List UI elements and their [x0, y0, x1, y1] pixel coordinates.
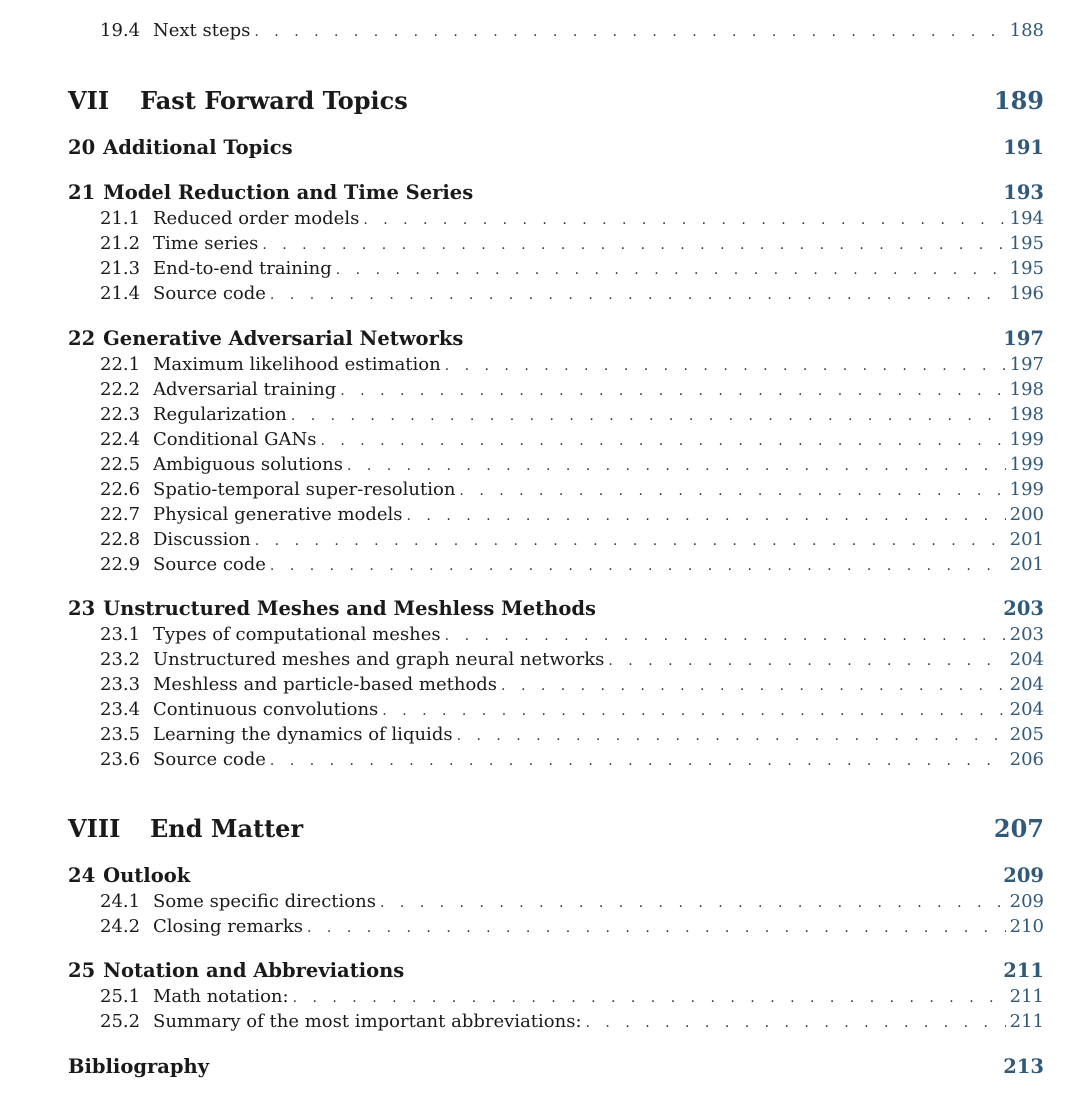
page-number: 209 [1009, 891, 1044, 912]
page-number: 203 [1003, 597, 1044, 620]
section-title: End-to-end training [153, 258, 332, 279]
part-title: Fast Forward Topics [140, 86, 408, 115]
section-title: Summary of the most important abbreviations: [153, 1011, 582, 1032]
chapter-number: 24 [68, 864, 96, 887]
toc-section-entry[interactable] [68, 722, 1044, 747]
page-number: 204 [1009, 649, 1044, 670]
section-list [68, 889, 1044, 939]
section-title: Ambiguous solutions [153, 454, 343, 475]
section-number: 23.4 [100, 699, 141, 720]
section-number: 21.3 [100, 258, 141, 279]
chapter-number: 22 [68, 327, 96, 350]
toc-part-heading[interactable] [68, 813, 1044, 845]
section-title: Continuous convolutions [153, 699, 379, 720]
chapter-number: 20 [68, 136, 96, 159]
section-title: Time series [153, 233, 259, 254]
section-number: 25.2 [100, 1011, 141, 1032]
chapter-title: Bibliography [68, 1055, 210, 1078]
toc-chapter-block [68, 958, 1044, 1034]
page-number: 210 [1009, 916, 1044, 937]
toc-chapter-block [68, 596, 1044, 772]
section-number: 22.7 [100, 504, 141, 525]
toc-section-entry[interactable] [68, 622, 1044, 647]
toc-section-entry[interactable] [68, 672, 1044, 697]
toc-section-entry[interactable] [68, 402, 1044, 427]
section-title: Learning the dynamics of liquids [153, 724, 453, 745]
leader-dots [270, 554, 1006, 579]
toc-section-entry[interactable] [68, 527, 1044, 552]
toc-section-entry[interactable] [68, 502, 1044, 527]
leader-dots [382, 699, 1005, 724]
section-number: 24.2 [100, 916, 141, 937]
leader-dots [255, 529, 1006, 554]
leader-dots [586, 1011, 1006, 1036]
chapter-number: 25 [68, 959, 96, 982]
chapter-title: Outlook [103, 864, 191, 887]
leader-dots [608, 649, 1005, 674]
page-number: 211 [1009, 986, 1044, 1007]
toc-section-entry[interactable] [68, 747, 1044, 772]
chapter-title: Notation and Abbreviations [103, 959, 405, 982]
page-number: 199 [1009, 479, 1044, 500]
section-number: 22.5 [100, 454, 141, 475]
chapter-title: Unstructured Meshes and Meshless Methods [103, 597, 596, 620]
page-number: 197 [1003, 327, 1044, 350]
chapter-number: 23 [68, 597, 96, 620]
leader-dots [380, 891, 1006, 916]
section-title: Conditional GANs [153, 429, 317, 450]
section-number: 24.1 [100, 891, 141, 912]
toc-chapter-block [68, 180, 1044, 306]
section-number: 23.1 [100, 624, 141, 645]
part-number: VII [68, 86, 110, 115]
section-number: 21.1 [100, 208, 141, 229]
section-list [68, 206, 1044, 306]
page-number: 201 [1009, 529, 1044, 550]
toc-section-entry[interactable] [68, 647, 1044, 672]
page-number: 200 [1009, 504, 1044, 525]
leader-dots [336, 258, 1006, 283]
section-title: Source code [153, 749, 266, 770]
section-list [68, 352, 1044, 577]
toc-section-entry[interactable] [68, 984, 1044, 1009]
section-number: 22.6 [100, 479, 141, 500]
section-title: Adversarial training [153, 379, 337, 400]
page-number: 199 [1009, 429, 1044, 450]
page-number: 194 [1009, 208, 1044, 229]
leader-dots [363, 208, 1005, 233]
toc-section-entry[interactable] [68, 914, 1044, 939]
leader-dots [320, 429, 1005, 454]
section-title: Types of computational meshes [153, 624, 441, 645]
toc-section-entry[interactable] [68, 1009, 1044, 1034]
section-number: 22.3 [100, 404, 141, 425]
toc-section-entry[interactable] [68, 452, 1044, 477]
section-number: 23.5 [100, 724, 141, 745]
toc-section-entry[interactable] [68, 256, 1044, 281]
section-title: Discussion [153, 529, 251, 550]
section-number: 19.4 [100, 20, 141, 41]
toc-section-entry[interactable] [68, 18, 1044, 43]
page-number: 211 [1009, 1011, 1044, 1032]
toc-chapter-heading[interactable] [68, 326, 1044, 352]
page-number: 205 [1009, 724, 1044, 745]
leader-dots [347, 454, 1006, 479]
section-list [68, 622, 1044, 772]
section-title: Source code [153, 283, 266, 304]
toc-section-entry[interactable] [68, 427, 1044, 452]
section-number: 21.2 [100, 233, 141, 254]
page-number: 206 [1009, 749, 1044, 770]
section-title: Some specific directions [153, 891, 376, 912]
leader-dots [262, 233, 1005, 258]
toc-chapter-block [68, 326, 1044, 577]
chapter-title: Model Reduction and Time Series [103, 181, 474, 204]
leader-dots [270, 283, 1006, 308]
toc-section-entry[interactable] [68, 477, 1044, 502]
page-number: 199 [1009, 454, 1044, 475]
page-number: 195 [1009, 258, 1044, 279]
leader-dots [270, 749, 1006, 774]
toc-section-entry[interactable] [68, 231, 1044, 256]
page-number: 207 [993, 814, 1044, 843]
leader-dots [307, 916, 1006, 941]
page-number: 198 [1009, 404, 1044, 425]
toc-section-entry[interactable] [68, 281, 1044, 306]
toc-chapter-heading[interactable] [68, 958, 1044, 984]
chapter-title: Additional Topics [103, 136, 293, 159]
toc-chapter-block [68, 863, 1044, 939]
section-title: Source code [153, 554, 266, 575]
leader-dots [254, 20, 1005, 45]
toc-section-entry[interactable] [68, 697, 1044, 722]
page-number: 204 [1009, 674, 1044, 695]
section-title: Spatio-temporal super-resolution [153, 479, 456, 500]
section-number: 22.2 [100, 379, 141, 400]
section-title: Meshless and particle-based methods [153, 674, 498, 695]
toc-section-entry[interactable] [68, 889, 1044, 914]
toc-chapter-heading[interactable] [68, 180, 1044, 206]
page-number: 188 [1009, 20, 1044, 41]
page-number: 197 [1009, 354, 1044, 375]
page-number: 213 [1003, 1055, 1044, 1078]
section-number: 22.9 [100, 554, 141, 575]
section-title: Reduced order models [153, 208, 360, 229]
section-number: 23.3 [100, 674, 141, 695]
section-number: 25.1 [100, 986, 141, 1007]
page-number: 193 [1003, 181, 1044, 204]
page-number: 198 [1009, 379, 1044, 400]
toc-section-entry[interactable] [68, 206, 1044, 231]
part-title: End Matter [150, 814, 304, 843]
section-number: 23.6 [100, 749, 141, 770]
leader-dots [407, 504, 1006, 529]
section-list [68, 984, 1044, 1034]
page-number: 211 [1003, 959, 1044, 982]
part-number: VIII [68, 814, 121, 843]
toc-chapter-heading[interactable] [68, 596, 1044, 622]
leader-dots [457, 724, 1006, 749]
leader-dots [501, 674, 1006, 699]
page-number: 195 [1009, 233, 1044, 254]
toc-section-entry[interactable] [68, 552, 1044, 577]
leader-dots [445, 354, 1006, 379]
page-number: 189 [993, 86, 1044, 115]
toc-bibliography-heading[interactable] [68, 1054, 1044, 1080]
leader-dots [445, 624, 1006, 649]
page-number: 201 [1009, 554, 1044, 575]
section-number: 22.1 [100, 354, 141, 375]
leader-dots [340, 379, 1005, 404]
toc-section-entry[interactable] [68, 352, 1044, 377]
page-number: 203 [1009, 624, 1044, 645]
section-title: Next steps [153, 20, 251, 41]
toc-chapter-heading[interactable] [68, 863, 1044, 889]
section-number: 22.8 [100, 529, 141, 550]
toc-part-heading[interactable] [68, 85, 1044, 117]
section-number: 22.4 [100, 429, 141, 450]
chapter-number: 21 [68, 181, 96, 204]
chapter-title: Generative Adversarial Networks [103, 327, 464, 350]
section-number: 21.4 [100, 283, 141, 304]
section-title: Math notation: [153, 986, 289, 1007]
leader-dots [459, 479, 1005, 504]
section-title: Closing remarks [153, 916, 304, 937]
page-number: 196 [1009, 283, 1044, 304]
toc-chapter-heading[interactable] [68, 135, 1044, 161]
leader-dots [293, 986, 1006, 1011]
section-title: Maximum likelihood estimation [153, 354, 441, 375]
toc-section-entry[interactable] [68, 377, 1044, 402]
section-number: 23.2 [100, 649, 141, 670]
section-title: Unstructured meshes and graph neural networks [153, 649, 605, 670]
section-title: Regularization [153, 404, 287, 425]
page-number: 204 [1009, 699, 1044, 720]
section-title: Physical generative models [153, 504, 403, 525]
leader-dots [291, 404, 1006, 429]
page-number: 191 [1003, 136, 1044, 159]
page-number: 209 [1003, 864, 1044, 887]
